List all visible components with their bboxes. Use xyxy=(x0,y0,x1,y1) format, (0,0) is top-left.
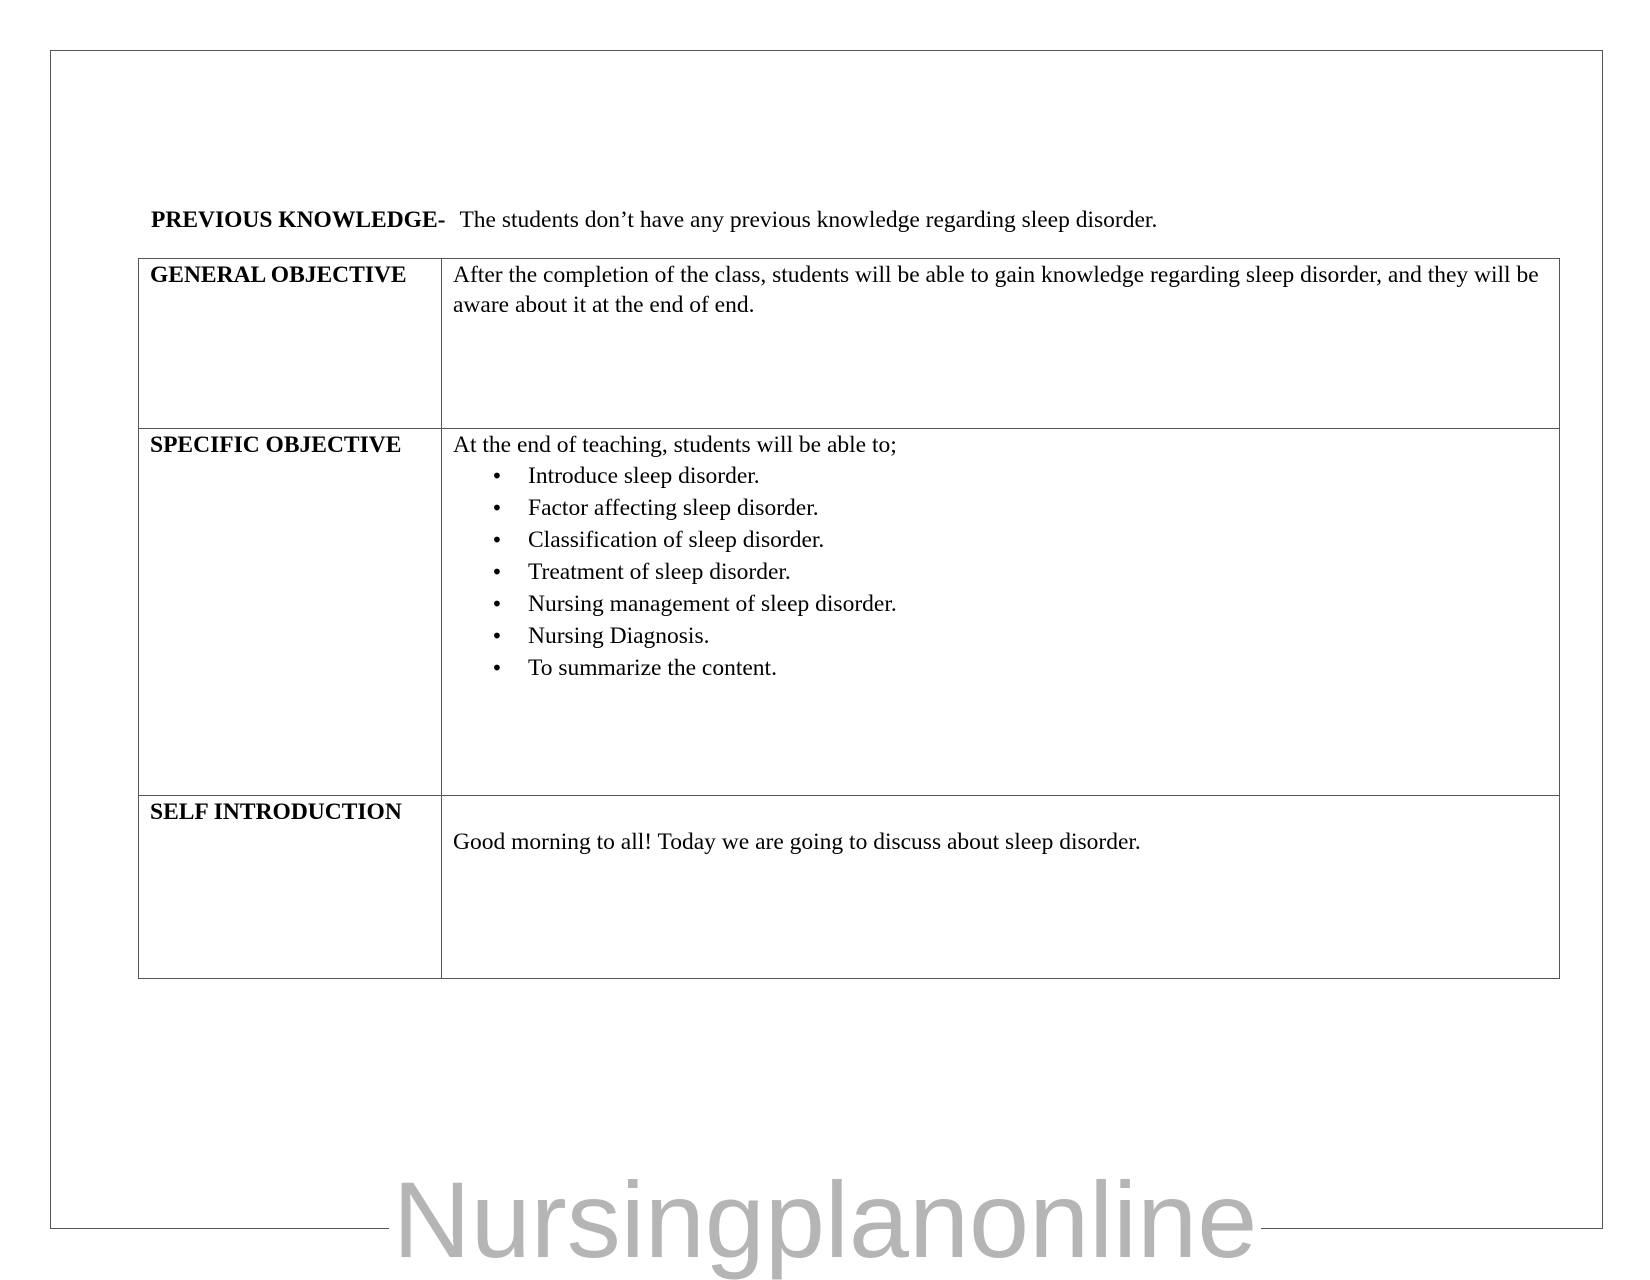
bullet-icon: • xyxy=(491,528,503,552)
list-item-text: Introduce sleep disorder. xyxy=(528,463,760,489)
watermark xyxy=(0,1160,1650,1280)
list-item xyxy=(491,620,1545,652)
general-objective-label: GENERAL OBJECTIVE xyxy=(139,259,442,429)
watermark-text: Nursingplanonline xyxy=(389,1159,1262,1280)
specific-objective-content xyxy=(442,429,1560,796)
bullet-icon: • xyxy=(491,624,503,648)
list-item-text: To summarize the content. xyxy=(528,655,777,681)
list-item-text: Factor affecting sleep disorder. xyxy=(528,495,819,521)
list-item xyxy=(491,460,1545,492)
list-item-text: Treatment of sleep disorder. xyxy=(528,559,791,585)
specific-objective-intro: At the end of teaching, students will be able to; xyxy=(453,432,897,458)
list-item xyxy=(491,556,1545,588)
list-item xyxy=(491,524,1545,556)
previous-knowledge-label: PREVIOUS KNOWLEDGE- xyxy=(151,207,446,233)
list-item xyxy=(491,652,1545,684)
bullet-icon: • xyxy=(491,592,503,616)
table-row-specific-objective xyxy=(139,429,1560,796)
objective-list xyxy=(453,460,1545,684)
self-introduction-label: SELF INTRODUCTION xyxy=(139,796,442,979)
list-item-text: Nursing management of sleep disorder. xyxy=(528,591,897,617)
specific-objective-label: SPECIFIC OBJECTIVE xyxy=(139,429,442,796)
bullet-icon: • xyxy=(491,656,503,680)
bullet-icon: • xyxy=(491,496,503,520)
bullet-icon: • xyxy=(491,560,503,584)
self-introduction-content xyxy=(442,796,1560,979)
previous-knowledge-text: The students don’t have any previous knowledge regarding sleep disorder. xyxy=(459,207,1158,233)
self-introduction-text: Good morning to all! Today we are going to discuss about sleep disorder. xyxy=(453,829,1141,855)
bullet-icon: • xyxy=(491,464,503,488)
table-row-general-objective xyxy=(139,259,1560,429)
list-item xyxy=(491,588,1545,620)
list-item xyxy=(491,492,1545,524)
previous-knowledge xyxy=(151,206,1157,234)
list-item-text: Classification of sleep disorder. xyxy=(528,527,825,553)
objectives-table xyxy=(138,258,1560,979)
list-item-text: Nursing Diagnosis. xyxy=(528,623,710,649)
table-row-self-introduction xyxy=(139,796,1560,979)
general-objective-text: After the completion of the class, students will be able to gain knowledge regarding sleep disorder, and they will be aware about it at the end of end. xyxy=(442,259,1560,429)
